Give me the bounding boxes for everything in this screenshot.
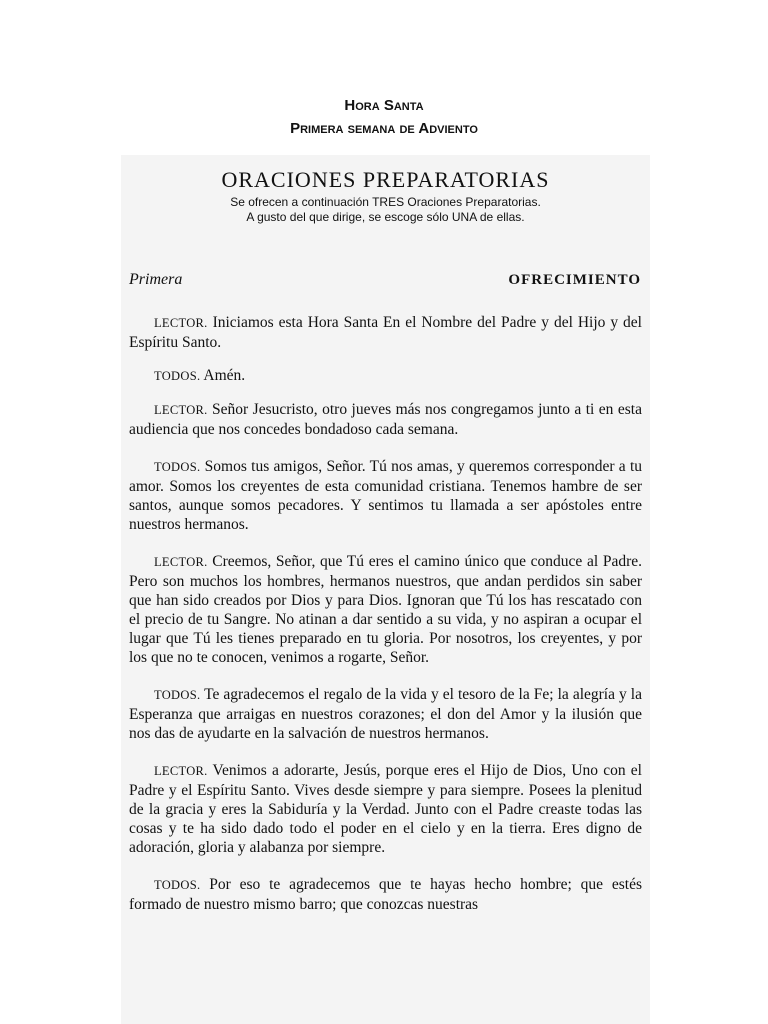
speaker-label: TODOS. — [154, 460, 201, 474]
prayer-paragraph — [129, 875, 642, 914]
intro-line-2: A gusto del que dirige, se escoge sólo UNA de ellas. — [246, 210, 525, 224]
paragraph-text: Señor Jesucristo, otro jueves más nos congregamos junto a ti en esta audiencia que nos concedes bondadoso cada semana. — [129, 401, 642, 438]
header-subtitle: Primera semana de Adviento — [290, 120, 478, 137]
paragraph-text: Venimos a adorarte, Jesús, porque eres el Hijo de Dios, Uno con el Padre y el Espíritu Santo. Vives desde siempre y para siempre. Posees la plenitud de la gracia y eres la Sabiduría y la Verdad. Junto con el Padre creaste todas las cosas y te ha sido dado todo el poder en el cielo y en la tierra. Eres digno de adoración, gloria y alabanza por siempre. — [129, 762, 642, 856]
part-title: OFRECIMIENTO — [508, 272, 641, 288]
prayer-paragraph — [129, 552, 642, 667]
speaker-label: LECTOR. — [154, 555, 208, 569]
prayer-paragraph — [129, 761, 642, 857]
speaker-label: TODOS. — [154, 369, 201, 383]
prayer-paragraph — [129, 685, 642, 743]
speaker-label: TODOS. — [154, 878, 201, 892]
document-header — [0, 94, 768, 140]
paragraph-text: Amén. — [200, 367, 246, 384]
speaker-label: LECTOR. — [154, 764, 208, 778]
paragraph-text: Te agradecemos el regalo de la vida y el tesoro de la Fe; la alegría y la Esperanza que arraigas en nuestros corazones; el don del Amor y la ilusión que nos das de ayudarte en la salvación de nuestros hermanos. — [129, 686, 642, 742]
speaker-label: LECTOR. — [154, 403, 208, 417]
section-intro — [121, 195, 650, 225]
speaker-label: TODOS. — [154, 688, 201, 702]
header-title: Hora Santa — [344, 97, 424, 114]
speaker-label: LECTOR. — [154, 316, 208, 330]
part-label: Primera — [129, 271, 183, 288]
prayer-body — [129, 313, 642, 932]
prayer-paragraph — [129, 457, 642, 534]
prayer-paragraph — [129, 366, 642, 386]
intro-line-1: Se ofrecen a continuación TRES Oraciones Preparatorias. — [230, 195, 541, 209]
paragraph-text: Por eso te agradecemos que te hayas hecho hombre; que estés formado de nuestro mismo barro; que conozcas nuestras — [129, 876, 642, 913]
section-title: ORACIONES PREPARATORIAS — [221, 167, 550, 192]
prayer-paragraph — [129, 313, 642, 352]
paragraph-text: Somos tus amigos, Señor. Tú nos amas, y queremos corresponder a tu amor. Somos los creyentes de esta comunidad cristiana. Tenemos hambre de ser santos, aunque somos pecadores. Y sentimos tu llamada a ser apóstoles entre nuestros hermanos. — [129, 458, 642, 533]
paragraph-text: Creemos, Señor, que Tú eres el camino único que conduce al Padre. Pero son muchos los hombres, hermanos nuestros, que andan perdidos sin saber que han sido creados por Dios y para Dios. Ignoran que Tú los has rescatado con el precio de tu Sangre. No atinan a dar sentido a su vida, y no aspiran a ocupar el lugar que Tú les tienes preparado en tu gloria. Por nosotros, los creyentes, y por los que no te conocen, venimos a rogarte, Señor. — [129, 553, 642, 666]
paragraph-text: Iniciamos esta Hora Santa En el Nombre del Padre y del Hijo y del Espíritu Santo. — [129, 314, 642, 351]
prayer-paragraph — [129, 400, 642, 439]
